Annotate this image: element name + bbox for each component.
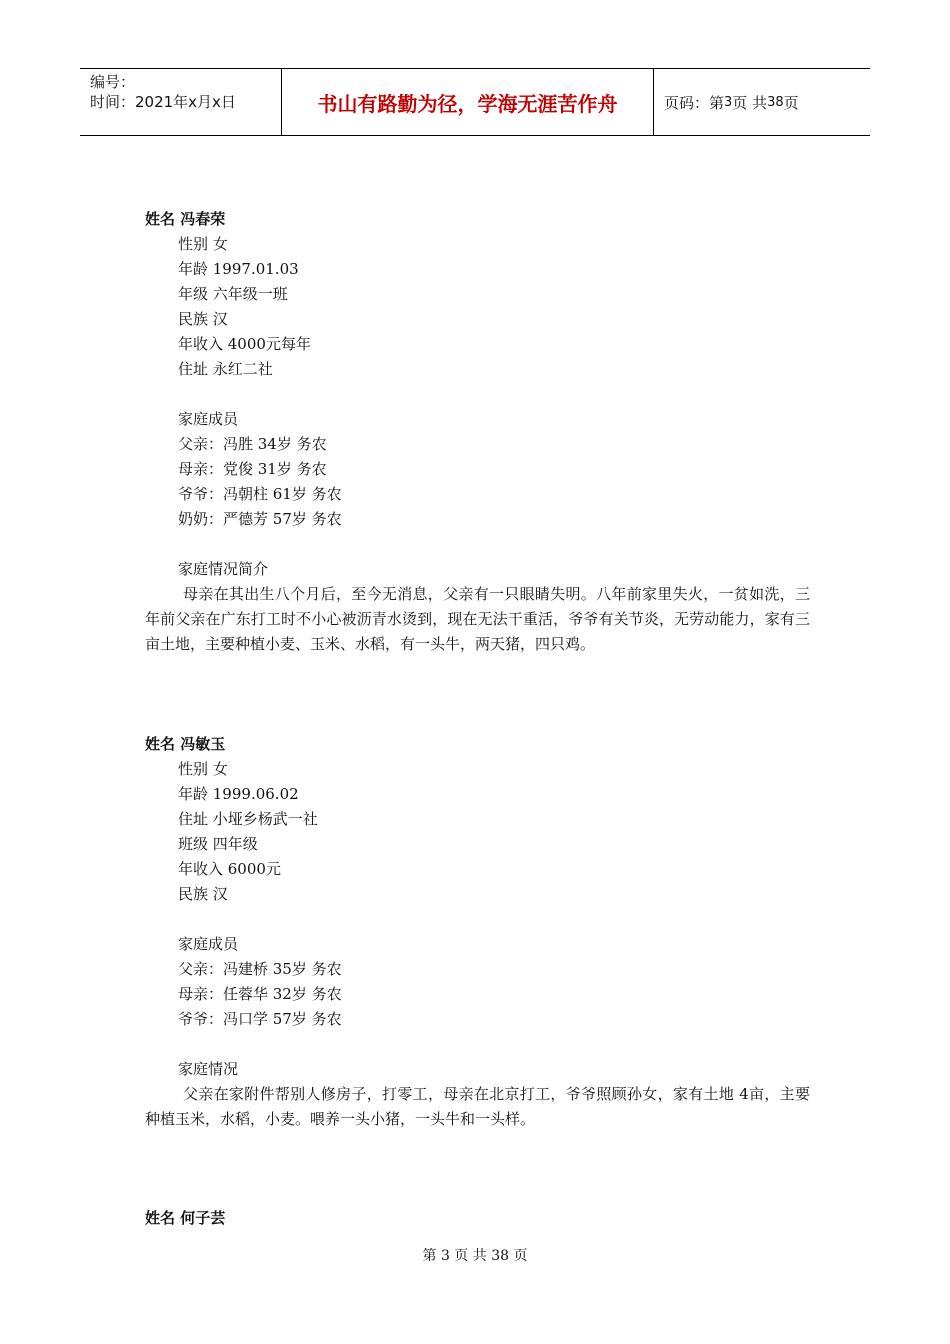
member-line: 父亲：冯胜 34岁 务农 [178, 435, 327, 453]
situation-paragraph: 母亲在其出生八个月后，至今无消息，父亲有一只眼睛失明。八年前家里失火，一贫如洗，三年前父亲在广东打工时不小心被沥青水烫到，现在无法干重活，爷爷有关节炎，无劳动能力，家有三亩土地，主要种植小麦、玉米、水稻，有一头牛，两天猪，四只鸡。 [145, 585, 810, 653]
record-field: 年级 六年级一班 [178, 285, 288, 303]
header-motto: 书山有路勤为径，学海无涯苦作舟 [282, 69, 654, 135]
record-field: 年收入 6000元 [178, 860, 281, 878]
date-label: 时间：2021年x月x日 [90, 93, 236, 111]
record-name: 姓名 冯春荣 [145, 210, 226, 228]
situation-title: 家庭情况简介 [178, 560, 269, 578]
record-field: 班级 四年级 [178, 835, 258, 853]
record-field: 性别 女 [178, 235, 228, 253]
page-mid: 页 共 [732, 93, 768, 112]
members-title: 家庭成员 [178, 935, 239, 953]
record-field: 年龄 1997.01.03 [178, 260, 299, 278]
header-meta [80, 69, 282, 135]
members-title: 家庭成员 [178, 410, 239, 428]
member-line: 爷爷：冯口学 57岁 务农 [178, 1010, 342, 1028]
record-field: 民族 汉 [178, 885, 228, 903]
page-prefix: 页码：第 [664, 93, 725, 112]
member-line: 母亲：任蓉华 32岁 务农 [178, 985, 342, 1003]
record-field: 年收入 4000元每年 [178, 335, 311, 353]
record-field: 年龄 1999.06.02 [178, 785, 299, 803]
record-field: 住址 永红二社 [178, 360, 273, 378]
member-line: 母亲：党俊 31岁 务农 [178, 460, 327, 478]
page-total: 38 [767, 94, 784, 110]
page-suffix: 页 [783, 93, 799, 112]
record-field: 住址 小垭乡杨武一社 [178, 810, 318, 828]
member-line: 父亲：冯建桥 35岁 务农 [178, 960, 342, 978]
record-field: 性别 女 [178, 760, 228, 778]
situation-paragraph: 父亲在家附件帮别人修房子，打零工，母亲在北京打工，爷爷照顾孙女，家有土地 4亩，主要种植玉米，水稻，小麦。喂养一头小猪，一头牛和一头样。 [145, 1085, 810, 1128]
header-page-number [654, 69, 870, 135]
page-current: 3 [724, 94, 733, 110]
situation-title: 家庭情况 [178, 1060, 239, 1078]
record-field: 民族 汉 [178, 310, 228, 328]
page-header [80, 68, 870, 136]
member-line: 爷爷：冯朝柱 61岁 务农 [178, 485, 342, 503]
record-name: 姓名 冯敏玉 [145, 735, 226, 753]
record-name: 姓名 何子芸 [145, 1209, 226, 1227]
document-body [145, 207, 810, 1231]
page-footer: 第 3 页 共 38 页 [422, 1248, 528, 1264]
member-line: 奶奶：严德芳 57岁 务农 [178, 510, 342, 528]
number-label: 编号： [90, 73, 136, 91]
